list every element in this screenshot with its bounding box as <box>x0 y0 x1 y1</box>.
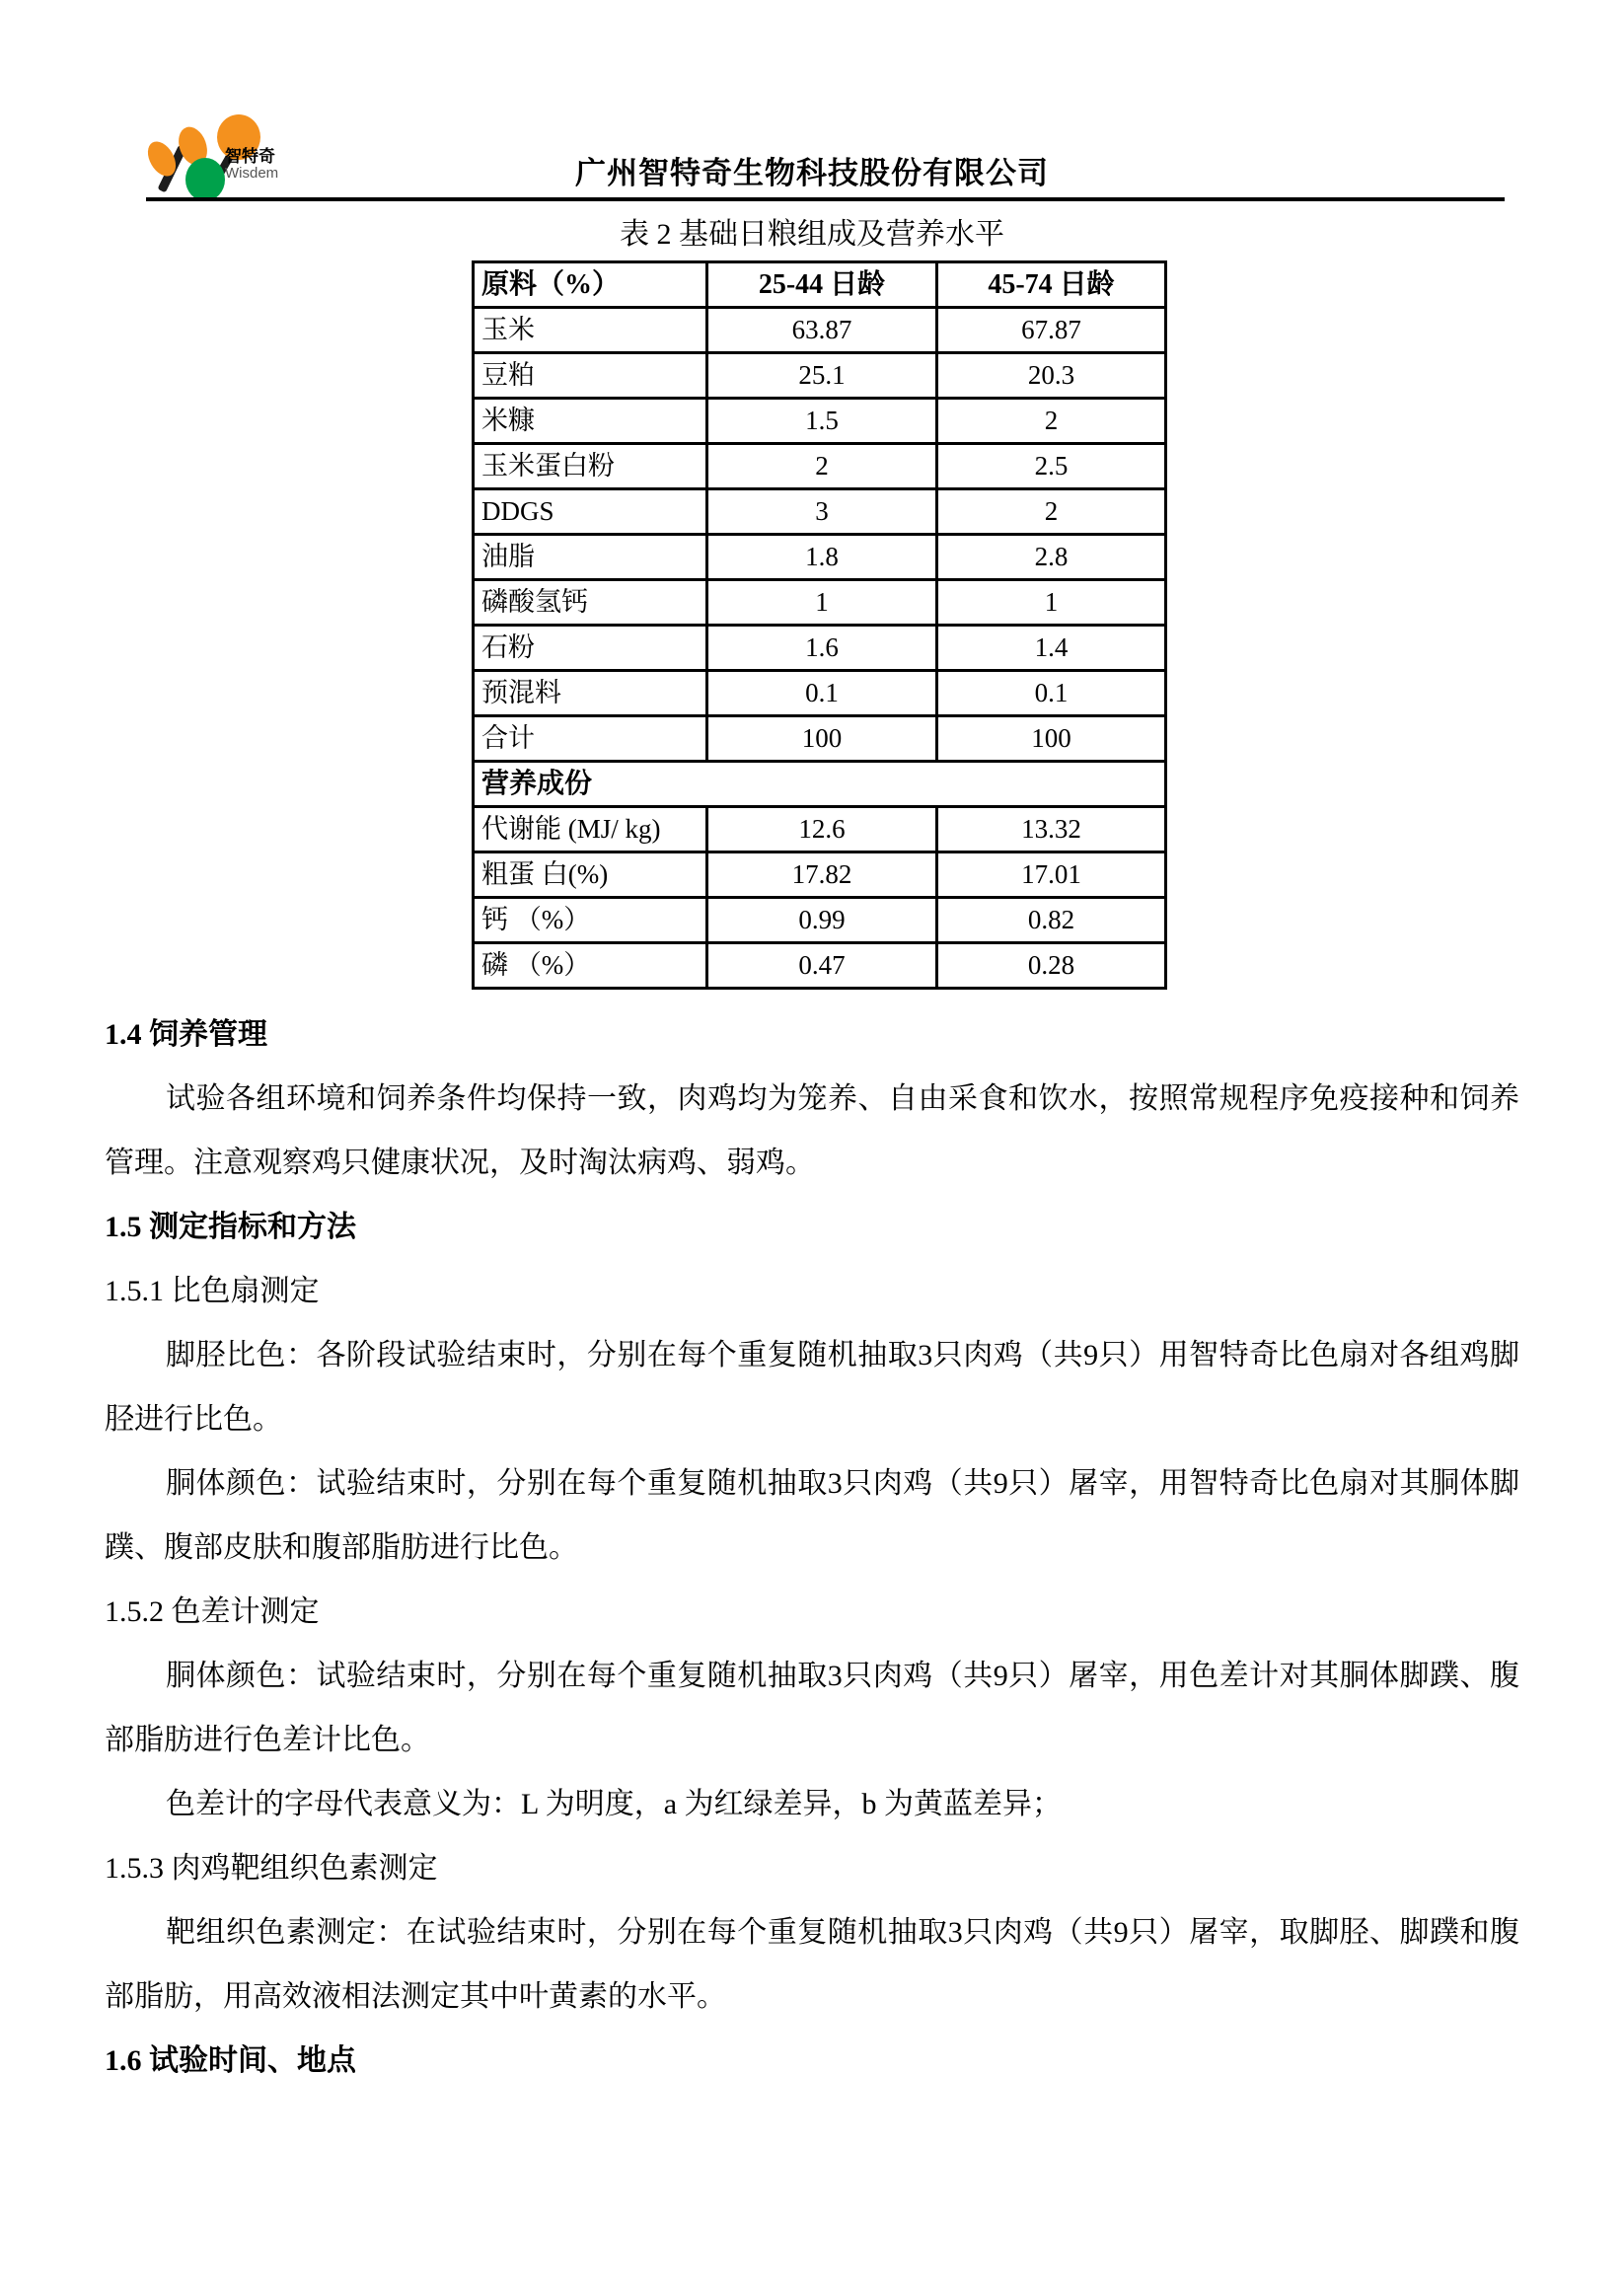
table-row <box>474 308 1166 353</box>
table-row <box>474 626 1166 671</box>
value-cell: 0.28 <box>937 943 1166 989</box>
row-label-cell: 玉米 <box>474 308 707 353</box>
table-row <box>474 399 1166 444</box>
table-row <box>474 716 1166 762</box>
section-heading: 1.5.3 肉鸡靶组织色素测定 <box>105 1852 438 1885</box>
value-cell: 0.82 <box>937 898 1166 943</box>
value-cell: 1.5 <box>707 399 937 444</box>
value-cell: 2 <box>937 489 1166 535</box>
column-header-age-2: 45-74 日龄 <box>937 262 1166 308</box>
table-row <box>474 943 1166 989</box>
value-cell: 17.01 <box>937 852 1166 898</box>
section-heading: 1.4 饲养管理 <box>105 1018 267 1051</box>
row-label-cell: 石粉 <box>474 626 707 671</box>
value-cell: 1.6 <box>707 626 937 671</box>
column-header-age-1: 25-44 日龄 <box>707 262 937 308</box>
row-label-cell: 粗蛋 白(%) <box>474 852 707 898</box>
value-cell: 1.8 <box>707 535 937 580</box>
paragraph: 胴体颜色：试验结束时，分别在每个重复随机抽取3只肉鸡（共9只）屠宰，用色差计对其胴体脚蹼、腹部脂肪进行色差计比色。 <box>105 1660 1519 1756</box>
paragraph: 靶组织色素测定：在试验结束时，分别在每个重复随机抽取3只肉鸡（共9只）屠宰，取脚胫、脚蹼和腹部脂肪，用高效液相法测定其中叶黄素的水平。 <box>105 1916 1519 2013</box>
row-label-cell: 合计 <box>474 716 707 762</box>
value-cell: 100 <box>707 716 937 762</box>
table-row <box>474 444 1166 489</box>
section-heading: 1.5 测定指标和方法 <box>105 1211 356 1243</box>
table-header-row <box>474 262 1166 308</box>
paragraph: 胴体颜色：试验结束时，分别在每个重复随机抽取3只肉鸡（共9只）屠宰，用智特奇比色扇对其胴体脚蹼、腹部皮肤和腹部脂肪进行比色。 <box>105 1467 1519 1564</box>
value-cell: 0.99 <box>707 898 937 943</box>
value-cell: 1 <box>707 580 937 626</box>
table-row <box>474 580 1166 626</box>
table-caption: 表 2 基础日粮组成及营养水平 <box>620 218 1004 251</box>
table-row <box>474 671 1166 716</box>
value-cell: 1.4 <box>937 626 1166 671</box>
value-cell: 0.47 <box>707 943 937 989</box>
row-label-cell: 磷酸氢钙 <box>474 580 707 626</box>
logo-brand-cn: 智特奇 <box>225 147 275 166</box>
row-label-cell: 玉米蛋白粉 <box>474 444 707 489</box>
value-cell: 1 <box>937 580 1166 626</box>
table-row <box>474 353 1166 399</box>
page-content <box>0 209 1624 2093</box>
table-row <box>474 489 1166 535</box>
table-row <box>474 535 1166 580</box>
paragraph: 色差计的字母代表意义为：L 为明度，a 为红绿差异，b 为黄蓝差异； <box>166 1788 1063 1820</box>
row-label-cell: DDGS <box>474 489 707 535</box>
table-section-row <box>474 762 1166 807</box>
nutrient-body <box>474 807 1166 989</box>
value-cell: 25.1 <box>707 353 937 399</box>
value-cell: 2 <box>707 444 937 489</box>
value-cell: 20.3 <box>937 353 1166 399</box>
value-cell: 63.87 <box>707 308 937 353</box>
value-cell: 0.1 <box>707 671 937 716</box>
ingredient-body <box>474 308 1166 762</box>
table-row <box>474 807 1166 852</box>
column-header-ingredient: 原料（%） <box>474 262 707 308</box>
table-row <box>474 852 1166 898</box>
row-label-cell: 油脂 <box>474 535 707 580</box>
section-heading: 1.5.2 色差计测定 <box>105 1595 320 1628</box>
row-label-cell: 磷 （%） <box>474 943 707 989</box>
paragraph: 脚胫比色：各阶段试验结束时，分别在每个重复随机抽取3只肉鸡（共9只）用智特奇比色扇对各组鸡脚胫进行比色。 <box>105 1339 1519 1436</box>
row-label-cell: 豆粕 <box>474 353 707 399</box>
value-cell: 12.6 <box>707 807 937 852</box>
table-row <box>474 898 1166 943</box>
row-label-cell: 钙 （%） <box>474 898 707 943</box>
value-cell: 100 <box>937 716 1166 762</box>
value-cell: 2 <box>937 399 1166 444</box>
paragraph: 试验各组环境和饲养条件均保持一致，肉鸡均为笼养、自由采食和饮水，按照常规程序免疫接种和饲养管理。注意观察鸡只健康状况，及时淘汰病鸡、弱鸡。 <box>105 1082 1519 1179</box>
value-cell: 67.87 <box>937 308 1166 353</box>
section-heading: 1.6 试验时间、地点 <box>105 2044 356 2077</box>
row-label-cell: 米糠 <box>474 399 707 444</box>
nutrition-section-header: 营养成份 <box>474 762 1166 807</box>
header-rule <box>146 197 1505 201</box>
value-cell: 17.82 <box>707 852 937 898</box>
value-cell: 0.1 <box>937 671 1166 716</box>
diet-composition-table <box>472 260 1167 990</box>
value-cell: 13.32 <box>937 807 1166 852</box>
header-company-name: 广州智特奇生物科技股份有限公司 <box>575 156 1049 190</box>
row-label-cell: 代谢能 (MJ/ kg) <box>474 807 707 852</box>
value-cell: 2.5 <box>937 444 1166 489</box>
value-cell: 3 <box>707 489 937 535</box>
logo-brand-en: Wisdem <box>225 164 279 182</box>
section-heading: 1.5.1 比色扇测定 <box>105 1275 320 1307</box>
row-label-cell: 预混料 <box>474 671 707 716</box>
sections <box>105 1002 1519 2093</box>
value-cell: 2.8 <box>937 535 1166 580</box>
